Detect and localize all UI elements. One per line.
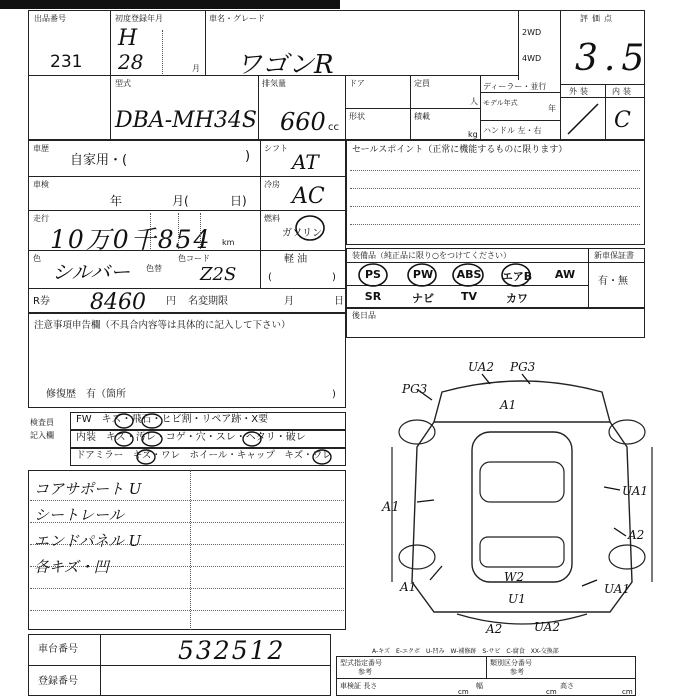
model-grade-label: 車名・グレード xyxy=(209,14,265,23)
inspection-year: 年 xyxy=(110,194,123,208)
diag-label-pg3-top: PG3 xyxy=(510,360,536,374)
shift-label: シフト xyxy=(264,144,288,153)
after-items-block xyxy=(346,308,645,338)
notes-label: 注意事項申告欄（不具合内容等は具体的に記入して下さい） xyxy=(34,320,291,331)
exterior-label: 外装 xyxy=(569,87,591,96)
month-unit: 月 xyxy=(192,64,200,73)
class-ref: 参考 xyxy=(510,668,524,676)
equip-navi: ナビ xyxy=(412,292,434,305)
type-designation-label: 型式指定番号 xyxy=(340,659,382,667)
diag-label-w2: W2 xyxy=(504,570,524,584)
load-label: 積載 xyxy=(414,112,430,121)
mileage: 10万0千854 xyxy=(50,225,212,254)
diag-label-ua2-top: UA2 xyxy=(468,360,495,374)
diag-label-a2-right: A2 xyxy=(628,528,645,542)
header-bar xyxy=(0,0,340,9)
score-label: 評価点 xyxy=(580,14,616,23)
handle-label: ハンドル 左・右 xyxy=(483,126,542,135)
note-line-3: エンドパネル U xyxy=(34,532,142,550)
lot-no-label: 出品番号 xyxy=(34,14,66,23)
equipment-circles xyxy=(350,260,550,290)
km-unit: km xyxy=(222,238,235,247)
equip-sr: SR xyxy=(364,290,382,303)
diag-label-a1-roof: A1 xyxy=(500,398,517,412)
inspection-label: 車検 xyxy=(33,180,49,189)
inspector-row-1: FW キズ・飛石・ヒビ割・リペア跡・X要 xyxy=(76,414,269,425)
mileage-label: 走行 xyxy=(33,214,49,223)
month-label: 月 xyxy=(284,296,294,307)
r-ticket-label: R券 xyxy=(33,296,50,307)
cm-2: cm xyxy=(546,688,557,696)
usage-label: 車歴 xyxy=(33,144,49,153)
diag-label-a1-rear: A1 xyxy=(400,580,417,594)
diesel: 軽 油 xyxy=(284,254,308,265)
equip-leather: カワ xyxy=(506,292,528,305)
diag-label-a2-bottom: A2 xyxy=(486,622,503,636)
color: シルバー xyxy=(52,260,131,284)
equipment-label: 装備品（純正品に限り○をつけてください） xyxy=(352,251,511,260)
era: H xyxy=(118,26,138,51)
height-label: 高さ xyxy=(560,682,574,690)
cm-1: cm xyxy=(458,688,469,696)
inspector-row-2: 内装 キズ・汚レ・コゲ・穴・スレ・ヘタリ・破レ xyxy=(76,432,306,443)
width-label: 幅 xyxy=(476,682,483,690)
diag-label-u1: U1 xyxy=(508,592,526,606)
equip-ps: PS xyxy=(365,268,381,281)
color-code-label: 色コード xyxy=(178,254,210,263)
usage: 自家用・( xyxy=(70,153,128,168)
damage-legend: A-キズ E-エクボ U-凹み W-補修跡 S-サビ C-腐食 XX-交換部 xyxy=(372,648,559,655)
new-car-warranty-label: 新車保証書 xyxy=(594,251,634,260)
name-change-label: 名変期限 xyxy=(188,296,228,307)
model-code: DBA-MH34S xyxy=(115,108,257,133)
year-unit: 年 xyxy=(548,104,556,113)
dealer-label: ディーラー・並行 xyxy=(483,82,547,91)
equip-tv: TV xyxy=(460,290,478,303)
equip-airbag: エアB xyxy=(501,270,533,283)
diag-label-ua2-bottom: UA2 xyxy=(534,620,561,634)
chassis-no: 532512 xyxy=(178,636,286,665)
fuel-circle xyxy=(292,212,328,244)
warranty-value: 有・無 xyxy=(598,276,628,287)
inspector-row-3: ドアミラー キズ・ワレ ホイール・キャップ キズ・ワレ xyxy=(76,450,332,461)
repair-label: 修復歴 有（箇所 xyxy=(46,389,126,400)
inspector-label-1: 検査員 xyxy=(30,418,54,427)
inspection-day: 日) xyxy=(230,194,247,208)
person-unit: 人 xyxy=(470,97,478,106)
note-line-1: コアサポート U xyxy=(34,480,142,498)
class-label: 類別区分番号 xyxy=(490,659,532,667)
shape-label: 形状 xyxy=(349,112,365,121)
ac: AC xyxy=(292,184,325,209)
score: 3.5 xyxy=(575,38,651,79)
equip-pw: PW xyxy=(412,268,434,281)
paren-open: ( xyxy=(268,272,272,283)
cm-3: cm xyxy=(622,688,633,696)
first-reg-label: 初度登録年月 xyxy=(115,14,163,23)
registration-label: 登録番号 xyxy=(38,676,78,687)
yen-unit: 円 xyxy=(166,296,176,307)
cc-unit: cc xyxy=(328,122,339,133)
length-label: 車検証 長さ xyxy=(340,682,378,690)
usage-close: ) xyxy=(245,149,251,164)
diag-label-ua1-right: UA1 xyxy=(622,484,649,498)
capacity-label: 定員 xyxy=(414,79,430,88)
reg-year: 28 xyxy=(118,50,144,74)
repair-close: ) xyxy=(332,389,336,400)
inspection-month: 月( xyxy=(172,194,189,208)
model-name: ワゴンR xyxy=(236,50,334,80)
equip-abs: ABS xyxy=(456,268,482,281)
color-label: 色 xyxy=(33,254,41,263)
inspector-label-2: 記入欄 xyxy=(30,431,54,440)
ac-label: 冷房 xyxy=(264,180,280,189)
note-line-2: シートレール xyxy=(34,506,124,524)
sales-point-label: セールスポイント（正常に機能するものに限ります） xyxy=(352,145,568,155)
paren-close: ) xyxy=(332,272,336,283)
displacement: 660 xyxy=(280,108,326,136)
lot-no: 231 xyxy=(50,52,83,72)
diag-label-pg3-left: PG3 xyxy=(402,382,428,396)
fuel-label: 燃料 xyxy=(264,214,280,223)
shift: AT xyxy=(292,150,319,174)
after-items-label: 後日品 xyxy=(352,311,376,320)
door-label: ドア xyxy=(349,79,365,88)
interior-grade: C xyxy=(614,108,631,133)
color-code: Z2S xyxy=(200,264,237,285)
model-code-label: 型式 xyxy=(115,79,131,88)
type-designation-ref: 参考 xyxy=(358,668,372,676)
note-line-4: 各キズ・凹 xyxy=(34,558,109,576)
fuel: ガソリン xyxy=(282,228,322,239)
inspector-circles xyxy=(100,410,360,470)
drive-4wd: 4WD xyxy=(522,54,542,63)
day-label: 日 xyxy=(334,296,344,307)
equip-aw: AW xyxy=(554,268,576,281)
interior-label: 内装 xyxy=(612,87,634,96)
chassis-label: 車台番号 xyxy=(38,644,78,655)
color-change-label: 色替 xyxy=(146,264,162,273)
model-year-label: モデル年式 xyxy=(483,99,518,107)
r-ticket: 8460 xyxy=(90,290,146,315)
diag-label-ua1-rear: UA1 xyxy=(604,582,631,596)
drive-2wd: 2WD xyxy=(522,28,542,37)
kg-unit: kg xyxy=(468,130,478,139)
exterior-slash xyxy=(562,100,604,138)
displacement-label: 排気量 xyxy=(262,79,286,88)
diag-label-a1-left: A1 xyxy=(382,500,400,515)
